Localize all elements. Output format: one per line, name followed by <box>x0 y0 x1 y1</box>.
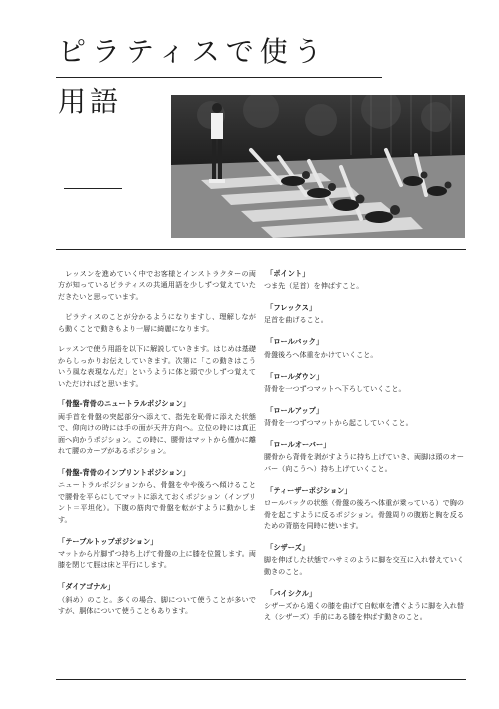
term-heading: 「ロールバック」 <box>266 337 324 347</box>
term-description: 脚を伸ばした状態でハサミのように脚を交互に入れ替えていく動きのこと。 <box>264 555 464 576</box>
term-description: 足首を曲げること。 <box>264 315 328 325</box>
page-subtitle: 用語 <box>58 85 123 118</box>
section-rule <box>56 249 466 250</box>
term-heading: 「バイシクル」 <box>266 588 317 598</box>
term-entry <box>264 302 464 326</box>
term-description: シザーズから遠くの膝を曲げて自転車を漕ぐように脚を入れ替え（シザーズ）手前にある膝を伸ばす動きのこと。 <box>264 600 464 622</box>
term-entry <box>264 542 464 577</box>
term-heading: 「ポイント」 <box>266 269 310 278</box>
term-heading: 「ダイアゴナル」 <box>58 582 115 592</box>
accent-rule <box>64 188 122 189</box>
term-heading: 「骨盤-背骨のインプリントポジション」 <box>58 468 190 478</box>
term-description: ロールバックの状態（骨盤の後ろへ体重が乗っている）で胸の骨を起こすように反るポジション。骨盤周りの腹筋と胸を反るための背筋を同時に使います。 <box>264 498 464 530</box>
term-description: 骨盤後ろへ体重をかけていくこと。 <box>264 349 378 359</box>
term-entry <box>264 371 464 395</box>
term-description: 背骨を一つずつマットから起こしていくこと。 <box>264 418 413 428</box>
term-entry <box>58 398 256 456</box>
term-entry <box>264 485 464 532</box>
term-description: 両手首を骨盤の突起部分へ添えて、指先を恥骨に添えた状態で、仰向けの時には手の面が天井方向へ。立位の時には真正面へ向かうポジション。この時に、腰骨はマットから僅かに離れて腰のカーブがあるポジション。 <box>58 411 256 456</box>
term-description: マットから片脚ずつ持ち上げて骨盤の上に膝を位置します。両膝を閉じて脛は床と平行にします。 <box>58 548 256 570</box>
term-heading: 「ティーザーポジション」 <box>266 485 352 495</box>
intro-paragraph: ピラティスのことが分かるようになりますし、理解しながら動くことで動きもより一層に綺麗になります。 <box>58 312 256 333</box>
right-column <box>264 268 464 633</box>
term-entry <box>264 588 464 623</box>
term-entry <box>58 536 256 571</box>
intro-paragraph: レッスンで使う用語を以下に解説していきます。はじめは基礎からしっかりお伝えしていきます。次第に「この動きはこういう風な表現なんだ」というように体と頭で少しずつ覚えていただければと思います。 <box>58 344 256 388</box>
term-description: ニュートラルポジションから、骨盤をやや後ろへ傾けることで腰骨を平らにしてマットに添えておくポジション（インプリント＝平坦化）。下腹の筋肉で骨盤を転がすように動かします。 <box>58 480 256 524</box>
term-description: （斜め）のこと。多くの場合、脚について使うことが多いですが、胴体について使うこともあります。 <box>58 594 256 616</box>
term-entry <box>264 439 464 474</box>
term-heading: 「ロールオーバー」 <box>266 440 331 450</box>
pilates-class-photo <box>171 95 465 238</box>
bottom-rule <box>56 679 466 680</box>
term-heading: 「フレックス」 <box>266 303 317 313</box>
term-entry <box>58 581 256 616</box>
title-rule <box>56 77 382 78</box>
term-entry <box>264 405 464 429</box>
term-entry <box>264 268 464 292</box>
term-entry <box>58 467 256 525</box>
term-entry <box>264 336 464 360</box>
left-column <box>58 268 256 627</box>
term-heading: 「テーブルトップポジション」 <box>58 536 158 546</box>
page-title: ピラティスで使う <box>58 35 328 68</box>
term-heading: 「ロールアップ」 <box>266 405 324 415</box>
term-description: 背骨を一つずつマットへ下ろしていくこと。 <box>264 383 406 393</box>
term-heading: 「骨盤-背骨のニュートラルポジション」 <box>58 399 190 409</box>
intro-paragraph: レッスンを進めていく中でお客様とインストラクターの両方が知っているピラティスの共通用語を少しずつ覚えていただきたいと思っています。 <box>58 269 256 301</box>
term-description: 腰骨から背骨を剥がすように持ち上げていき、両脚は頭のオーバー（向こうへ）持ち上げていくこと。 <box>264 452 464 473</box>
term-heading: 「シザーズ」 <box>266 542 309 552</box>
term-description: つま先（足首）を伸ばすこと。 <box>264 281 364 291</box>
term-heading: 「ロールダウン」 <box>266 371 324 381</box>
